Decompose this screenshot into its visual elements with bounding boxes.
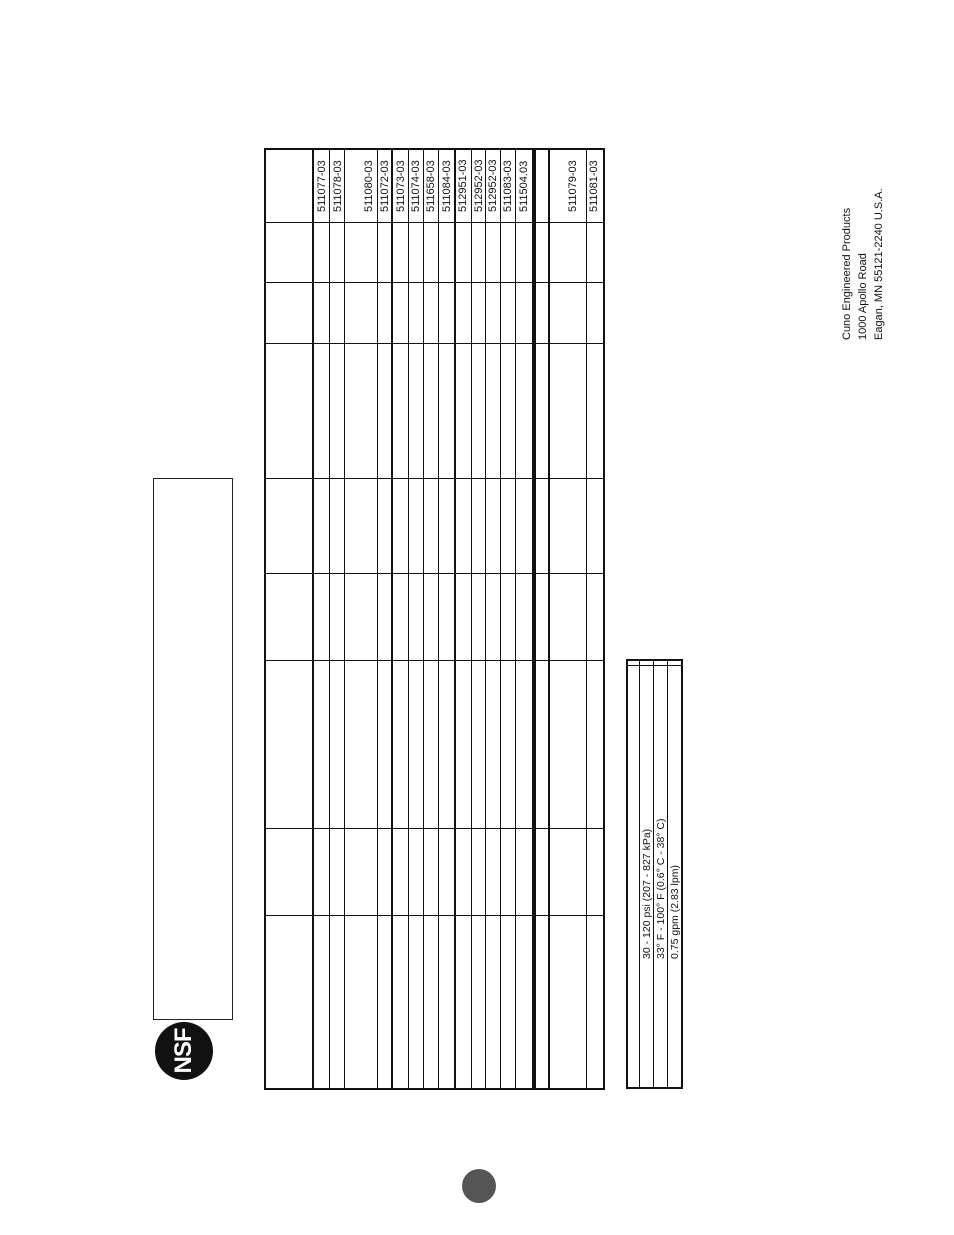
table-divider xyxy=(266,222,603,223)
part-number-cell: 511074-03 xyxy=(410,160,422,212)
table-divider xyxy=(471,150,472,1088)
part-number-cell: 512952-03 xyxy=(487,159,499,212)
table-divider xyxy=(485,150,486,1088)
table-divider xyxy=(377,150,378,1088)
table-divider xyxy=(266,915,603,916)
part-number-cell: 511084-03 xyxy=(441,160,453,212)
table-divider xyxy=(639,661,640,1087)
part-number-cell: 511077-03 xyxy=(316,160,328,212)
table-divider xyxy=(266,573,603,574)
table-divider xyxy=(266,660,603,661)
table-divider xyxy=(266,828,603,829)
part-number-cell: 511073-03 xyxy=(395,160,407,212)
spec-temperature: 33° F - 100° F (0.6° C - 38° C) xyxy=(655,818,667,959)
part-number-cell: 511083-03 xyxy=(502,160,514,212)
part-number-cell: 511080-03 xyxy=(363,160,375,212)
table-divider xyxy=(586,150,587,1088)
part-number-cell: 511072-03 xyxy=(379,160,391,212)
table-divider xyxy=(391,150,393,1088)
table-divider xyxy=(312,150,314,1088)
table-divider xyxy=(454,150,456,1088)
table-divider xyxy=(329,150,330,1088)
table-divider xyxy=(515,150,516,1088)
part-number-cell: 511078-03 xyxy=(332,160,344,212)
part-number-cell: 511081-03 xyxy=(588,160,600,212)
table-divider xyxy=(532,150,536,1088)
main-table xyxy=(264,148,605,1090)
part-number-cell: 512951-03 xyxy=(457,159,469,212)
table-divider xyxy=(628,665,681,666)
nsf-logo-text: NSF xyxy=(170,1028,197,1074)
part-number-cell: 511504.03 xyxy=(518,160,530,212)
spec-flow-rate: 0.75 gpm (2.83 lpm) xyxy=(669,865,681,959)
table-divider xyxy=(266,343,603,344)
table-divider xyxy=(266,478,603,479)
address-line-2: 1000 Apollo Road xyxy=(857,253,869,340)
address-line-1: Cuno Engineered Products xyxy=(841,207,853,340)
address-line-3: Eagan, MN 55121-2240 U.S.A. xyxy=(873,188,885,340)
spec-pressure: 30 - 120 psi (207 - 827 kPa) xyxy=(641,828,653,959)
part-number-cell: 512952-03 xyxy=(473,159,485,212)
table-divider xyxy=(438,150,439,1088)
table-divider xyxy=(266,282,603,283)
blank-box xyxy=(153,478,233,1020)
part-number-cell: 511658-03 xyxy=(425,160,437,212)
table-divider xyxy=(344,150,345,1088)
table-divider xyxy=(423,150,424,1088)
part-number-cell: 511079-03 xyxy=(567,160,579,212)
table-divider xyxy=(408,150,409,1088)
spec-table xyxy=(626,659,683,1089)
nsf-logo xyxy=(155,1022,213,1080)
table-divider xyxy=(548,150,550,1088)
page-marker-dot xyxy=(462,1169,496,1203)
table-divider xyxy=(500,150,501,1088)
